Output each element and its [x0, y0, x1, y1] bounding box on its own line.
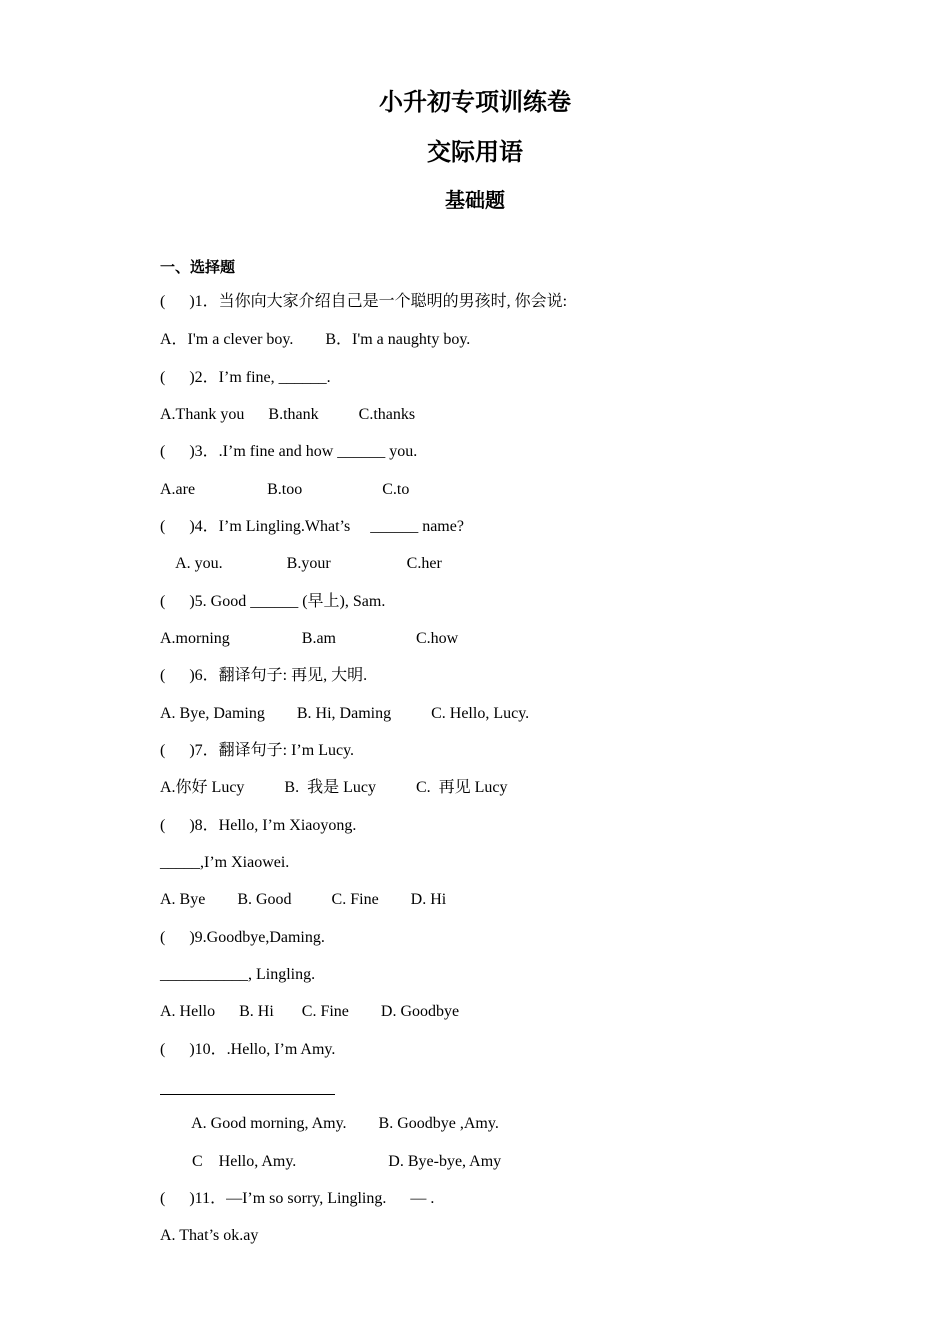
options-7: A.你好 Lucy B. 我是 Lucy C. 再见 Lucy — [160, 779, 508, 796]
page-subtitle: 交际用语 — [427, 138, 523, 166]
page-title: 小升初专项训练卷 — [379, 88, 571, 116]
options-2: A.Thank you B.thank C.thanks — [160, 406, 416, 423]
question-8-reply: _____,I’m Xiaowei. — [160, 854, 290, 871]
question-6: ( )6．翻译句子: 再见, 大明. — [160, 667, 368, 684]
question-9: ( )9.Goodbye,Daming. — [160, 929, 325, 946]
options-3: A.are B.too C.to — [160, 481, 410, 498]
question-10: ( )10．.Hello, I’m Amy. — [160, 1041, 336, 1058]
section-heading: 一、选择题 — [160, 258, 236, 276]
question-4: ( )4．I’m Lingling.What’s ______ name? — [160, 518, 464, 535]
question-5: ( )5. Good ______ (早上), Sam. — [160, 593, 386, 610]
options-1: A．I'm a clever boy. B．I'm a naughty boy. — [160, 331, 471, 348]
options-4: A. you. B.your C.her — [160, 555, 442, 572]
answer-blank-line — [160, 1094, 335, 1095]
question-3: ( )3．.I’m fine and how ______ you. — [160, 443, 418, 460]
question-8: ( )8．Hello, I’m Xiaoyong. — [160, 817, 357, 834]
options-10-row-1: A. Good morning, Amy. B. Goodbye ,Amy. — [160, 1115, 499, 1132]
question-7: ( )7．翻译句子: I’m Lucy. — [160, 742, 355, 759]
options-11: A. That’s ok.ay — [160, 1227, 259, 1244]
options-8: A. Bye B. Good C. Fine D. Hi — [160, 891, 447, 908]
options-6: A. Bye, Daming B. Hi, Daming C. Hello, Lucy. — [160, 705, 530, 722]
question-1: ( )1．当你向大家介绍自己是一个聪明的男孩时, 你会说: — [160, 293, 568, 310]
options-10-row-2: C Hello, Amy. D. Bye-bye, Amy — [160, 1153, 502, 1170]
difficulty-level: 基础题 — [445, 188, 505, 212]
question-11: ( )11．—I’m so sorry, Lingling. — . — [160, 1190, 435, 1207]
options-5: A.morning B.am C.how — [160, 630, 459, 647]
options-9: A. Hello B. Hi C. Fine D. Goodbye — [160, 1003, 460, 1020]
question-2: ( )2．I’m fine, ______. — [160, 369, 331, 386]
question-9-reply: ___________, Lingling. — [160, 966, 316, 983]
